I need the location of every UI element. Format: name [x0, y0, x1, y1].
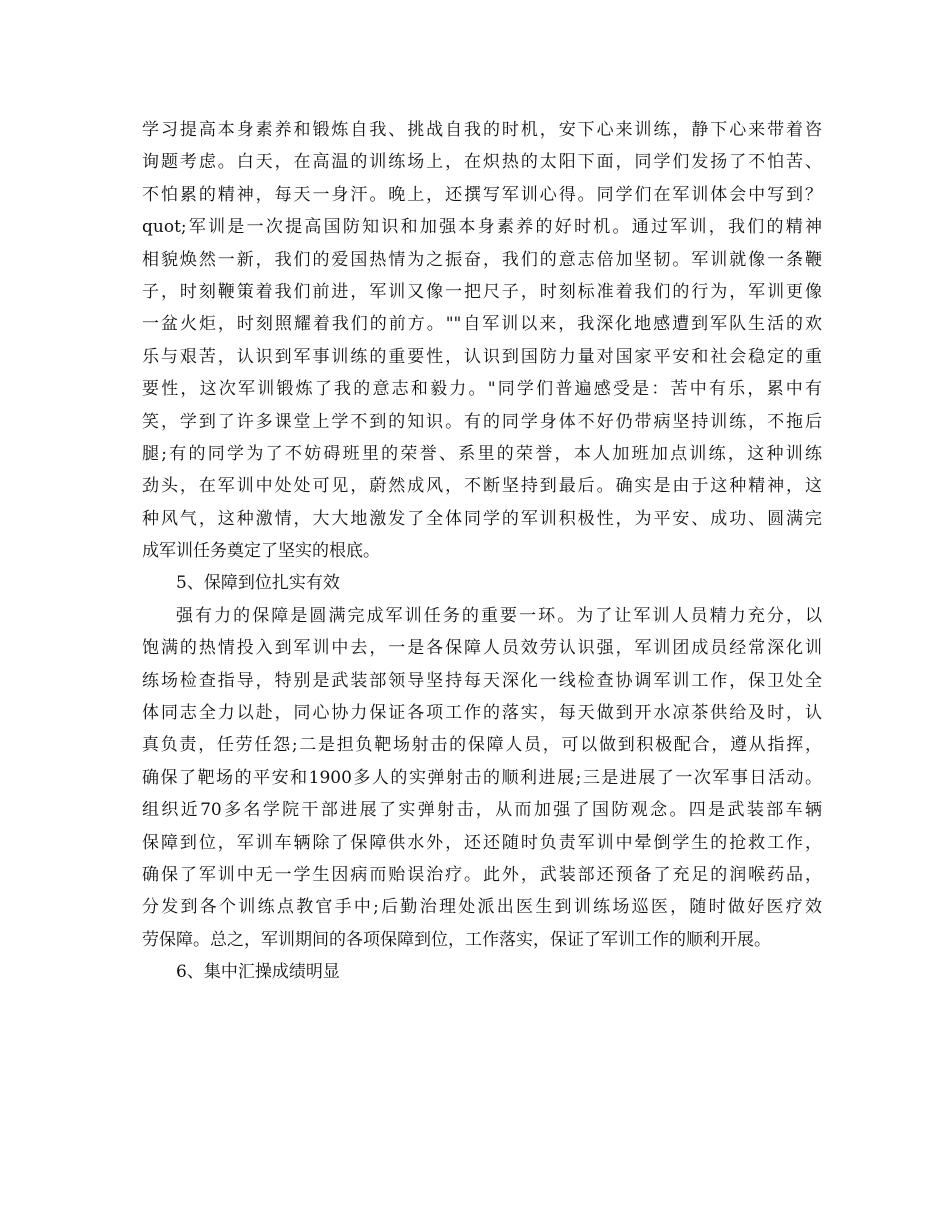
- text-line: 学习提高本身素养和锻炼自我、挑战自我的时机，安下心来训练，静下心来带着咨: [142, 120, 822, 140]
- text-line: 保障到位，军训车辆除了保障供水外，还还随时负责军训中晕倒学生的抢救工作，: [142, 832, 822, 853]
- text-line: 劳保障。总之，军训期间的各项保障到位，工作落实，保证了军训工作的顺利开展。: [142, 929, 771, 950]
- text-line: 确保了军训中无一学生因病而贻误治疗。此外，武装部还预备了充足的润喉药品，: [142, 864, 822, 885]
- text-line: 一盆火炬，时刻照耀着我们的前方。""自军训以来，我深化地感遭到军队生活的欢: [142, 314, 822, 335]
- text-line: 相貌焕然一新，我们的爱国热情为之振奋，我们的意志倍加坚韧。军训就像一条鞭: [142, 249, 822, 270]
- text-line: 真负责，任劳任怨;二是担负靶场射击的保障人员，可以做到积极配合，遵从指挥，: [142, 735, 822, 756]
- text-line: 笑，学到了许多课堂上学不到的知识。有的同学身体不好仍带病坚持训练，不拖后: [142, 411, 822, 432]
- text-line: 强有力的保障是圆满完成军训任务的重要一环。为了让军训人员精力充分，以: [176, 605, 822, 626]
- text-line: 种风气，这种激情，大大地激发了全体同学的军训积极性，为平安、成功、圆满完: [142, 508, 822, 529]
- section-heading-5: 5、保障到位扎实有效: [176, 573, 340, 594]
- document-body: [142, 114, 822, 989]
- paragraph-logistics-support: [142, 600, 822, 956]
- text-line: 组织近70多名学院干部进展了实弹射击，从而加强了国防观念。四是武装部车辆: [142, 800, 822, 821]
- text-line: 成军训任务奠定了坚实的根底。: [142, 541, 380, 562]
- text-line: 不怕累的精神，每天一身汗。晚上，还撰写军训心得。同学们在军训体会中写到？: [142, 184, 822, 205]
- text-line: 分发到各个训练点教官手中;后勤治理处派出医生到训练场巡医，随时做好医疗效: [142, 897, 822, 918]
- text-line: 劲头，在军训中处处可见，蔚然成风，不断坚持到最后。确实是由于这种精神，这: [142, 476, 822, 497]
- text-line: 腿;有的同学为了不妨碍班里的荣誉、系里的荣誉，本人加班加点训练，这种训练: [142, 443, 822, 464]
- text-line: 体同志全力以赴，同心协力保证各项工作的落实，每天做到开水凉茶供给及时，认: [142, 703, 822, 724]
- text-line: 确保了靶场的平安和1900多人的实弹射击的顺利进展;三是进展了一次军事日活动。: [142, 767, 822, 788]
- text-line: 练场检查指导，特别是武装部领导坚持每天深化一线检查协调军训工作，保卫处全: [142, 670, 822, 691]
- text-line: 饱满的热情投入到军训中去，一是各保障人员效劳认识强，军训团成员经常深化训: [142, 638, 822, 659]
- text-line: 询题考虑。白天，在高温的训练场上，在炽热的太阳下面，同学们发扬了不怕苦、: [142, 152, 822, 173]
- text-line: 要性，这次军训锻炼了我的意志和毅力。"同学们普遍感受是：苦中有乐，累中有: [142, 379, 822, 400]
- paragraph-training-experience: [142, 114, 822, 567]
- text-line: 乐与艰苦，认识到军事训练的重要性，认识到国防力量对国家平安和社会稳定的重: [142, 346, 822, 367]
- section-heading-6: 6、集中汇操成绩明显: [176, 962, 340, 983]
- text-line: 子，时刻鞭策着我们前进，军训又像一把尺子，时刻标准着我们的行为，军训更像: [142, 281, 822, 302]
- text-line: quot;军训是一次提高国防知识和加强本身素养的好时机。通过军训，我们的精神: [142, 217, 822, 238]
